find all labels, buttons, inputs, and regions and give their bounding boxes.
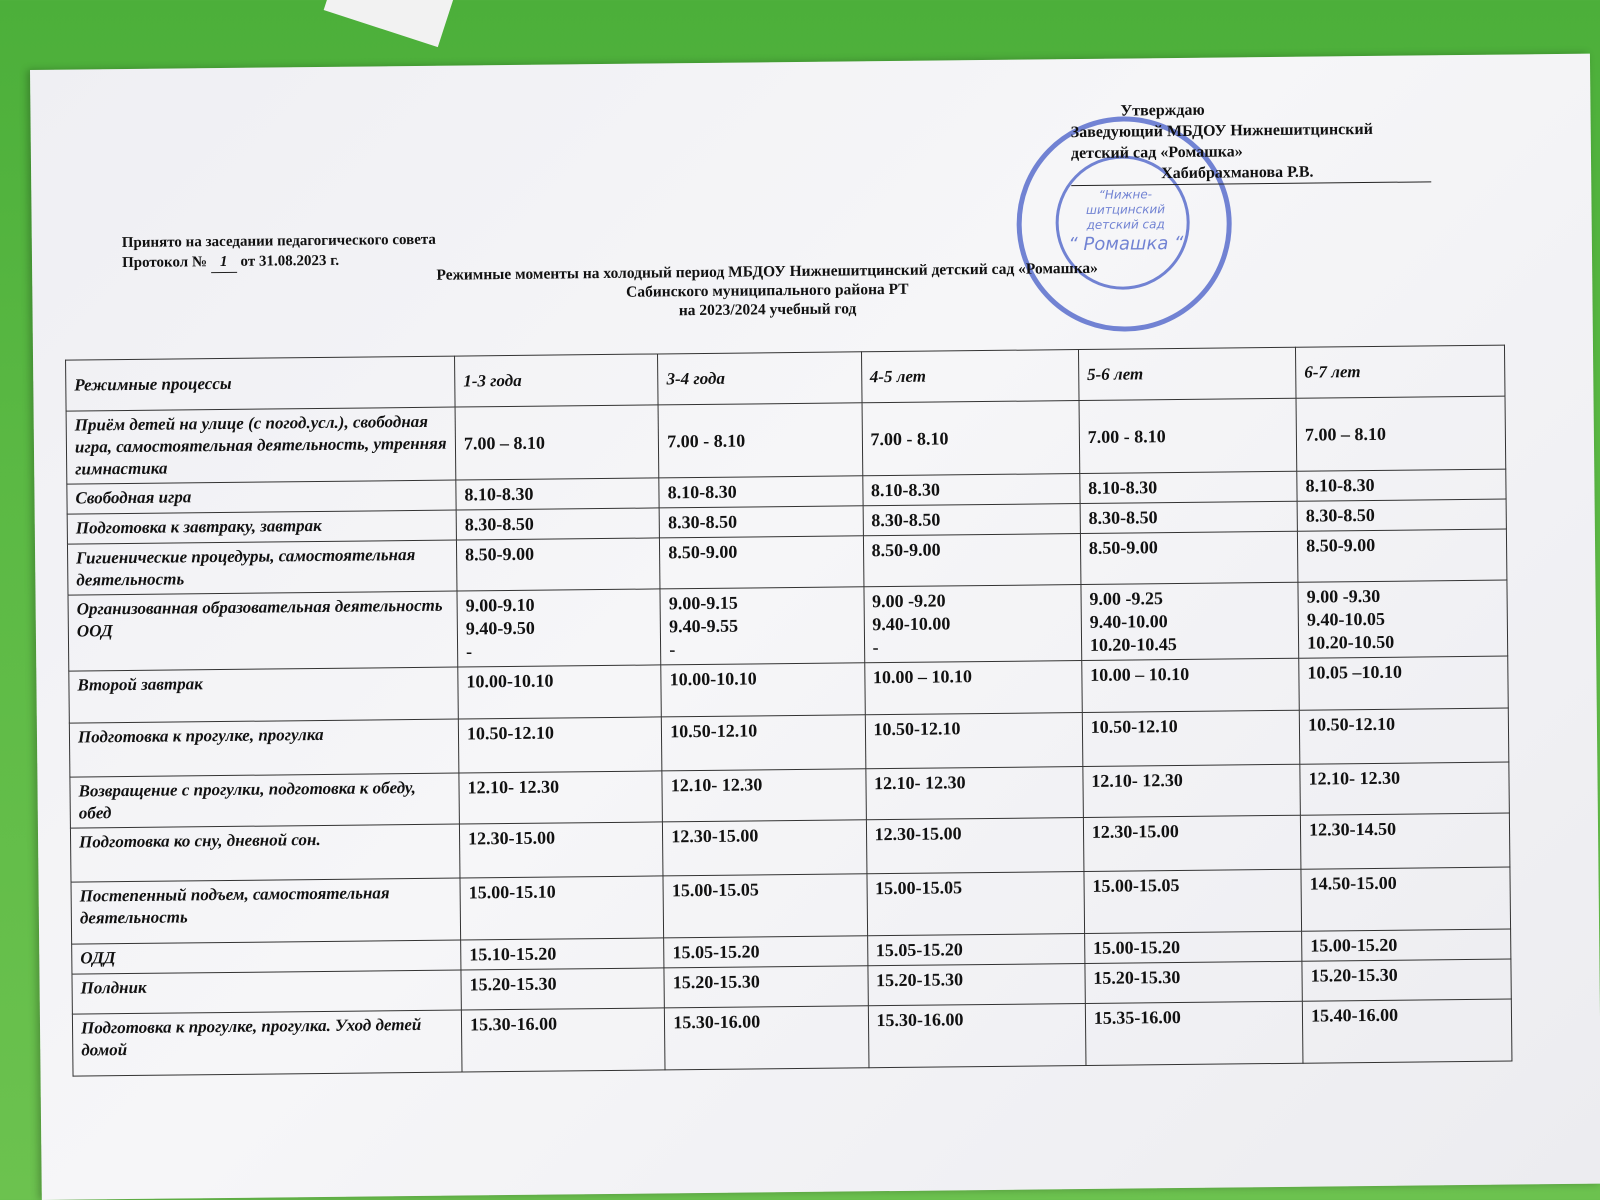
time-slot: 9.40-10.05 [1306,608,1386,630]
time-cell: 12.10- 12.30 [1083,764,1301,817]
time-cell: 10.50-12.10 [1082,710,1300,766]
stamp-line-1: “Нижне- [1098,187,1153,202]
heading-line-2: Сабинского муниципального района РТ [626,280,909,301]
protocol-number: 1 [211,252,237,273]
time-cell: 15.35-16.00 [1085,1001,1303,1065]
time-cell: 15.20-15.30 [1302,959,1511,1001]
heading-line-3: на 2023/2024 учебный год [678,300,857,320]
row-process-abbr: ООД [76,621,113,641]
time-cell: 10.00 – 10.10 [1082,658,1300,712]
time-cell: 15.05-15.20 [867,934,1085,966]
header-age-5-6: 5-6 лет [1078,347,1296,400]
time-slot: 9.00 -9.25 [1089,588,1163,609]
time-cell: 8.10-8.30 [659,476,863,508]
header-age-3-4: 3-4 года [658,352,862,405]
protocol-date: от 31.08.2023 г. [240,252,340,270]
approval-signer: Хабибрахманова Р.В. [1071,160,1431,186]
time-cell: 7.00 - 8.10 [658,403,862,478]
time-cell: 15.00-15.20 [1084,931,1302,963]
time-cell: 7.00 - 8.10 [1079,398,1297,473]
row-process: Возвращение с прогулки, подготовка к обеду, обед [70,773,460,828]
time-cell: 8.30-8.50 [863,504,1081,536]
time-cell: 8.50-9.00 [456,538,660,591]
time-cell: 12.10- 12.30 [459,771,663,824]
time-cell: 15.00-15.20 [1302,929,1511,961]
row-process-text: Организованная образовательная деятельность [76,595,443,619]
time-slot: 9.00-9.10 [465,594,535,616]
row-process: Подготовка к прогулке, прогулка [69,719,459,777]
time-cell: 12.30-15.00 [1083,815,1301,871]
time-cell [1081,582,1299,660]
accepted-line: Принято на заседании педагогического совета [121,231,436,252]
time-cell: 15.00-15.05 [1084,869,1302,933]
time-slot: 10.20-10.45 [1089,634,1177,655]
stamp-text [1045,187,1206,258]
stamp-name: “ Ромашка “ [1068,232,1184,256]
time-cell: 12.10- 12.30 [662,769,866,822]
time-cell [660,587,864,665]
time-slot: 9.00 -9.30 [1306,585,1381,607]
time-cell: 8.50-9.00 [1080,531,1298,584]
time-cell: 8.30-8.50 [456,508,660,540]
time-slot: 9.40-10.00 [872,613,951,635]
time-cell: 7.00 – 8.10 [455,405,659,480]
row-process: Постепенный подъем, самостоятельная деятельность [71,878,461,944]
heading-line-1: Режимные моменты на холодный период МБДОУ Нижнешитцинский детский сад «Ромашка» [436,259,1098,284]
approval-block [1070,97,1431,186]
time-cell [457,589,661,667]
time-cell: 7.00 – 8.10 [1296,396,1506,471]
time-slot: - [466,641,473,662]
time-cell [1298,580,1508,658]
time-cell: 15.20-15.30 [867,964,1085,1006]
time-cell: 15.00-15.10 [460,876,664,940]
time-cell: 10.50-12.10 [662,715,866,771]
row-process: Свободная игра [67,480,456,514]
time-cell: 10.50-12.10 [458,717,662,773]
time-cell: 15.05-15.20 [664,936,868,968]
header-age-6-7: 6-7 лет [1296,345,1505,398]
time-cell: 8.50-9.00 [1297,529,1506,582]
row-process: Второй завтрак [69,667,459,723]
row-process: Подготовка к прогулке, прогулка. Уход детей домой [72,1010,462,1076]
time-slot: 10.20-10.50 [1307,631,1395,653]
header-age-1-3: 1-3 года [455,354,659,407]
time-cell: 8.50-9.00 [660,536,864,589]
time-cell: 10.00 – 10.10 [864,661,1082,715]
background-paper-corner [324,0,457,47]
row-process: Полдник [72,970,461,1014]
time-slot: 9.00-9.15 [668,592,738,614]
row-process: Гигиенические процедуры, самостоятельная деятельность [67,540,457,595]
time-cell: 15.10-15.20 [461,938,665,970]
time-cell: 15.30-16.00 [461,1008,665,1072]
time-cell: 12.30-14.50 [1300,813,1509,869]
time-cell: 10.50-12.10 [1299,708,1508,764]
time-cell: 8.10-8.30 [1080,471,1298,503]
time-slot: - [872,637,879,658]
schedule-table [65,345,1512,1077]
time-cell: 15.00-15.05 [866,872,1084,936]
approval-title: Утверждаю [1120,101,1205,120]
time-slot: 9.40-9.55 [669,615,739,637]
approval-position: Заведующий МБДОУ Нижнешитцинский [1070,120,1373,142]
time-cell: 10.05 –10.10 [1299,656,1508,710]
time-cell: 15.30-16.00 [868,1004,1086,1068]
time-cell: 15.00-15.05 [663,874,867,938]
time-slot: 9.00 -9.20 [872,590,946,612]
time-cell: 8.10-8.30 [862,474,1080,506]
time-cell: 15.40-16.00 [1302,999,1512,1063]
time-cell: 12.30-15.00 [459,822,663,878]
time-cell: 12.10- 12.30 [865,767,1083,820]
time-cell: 7.00 - 8.10 [862,401,1080,476]
time-cell: 15.30-16.00 [665,1006,869,1070]
row-process [68,591,458,671]
header-process: Режимные процессы [66,356,456,411]
time-cell: 8.30-8.50 [1297,499,1506,531]
row-process: Приём детей на улице (с погод.усл.), свободная игра, самостоятельная деятельность, утренняя гимнастика [66,407,456,484]
row-process: ОДД [72,940,461,974]
stamp-line-3: детский сад [1086,217,1165,232]
time-slot: 9.40-10.00 [1089,611,1168,632]
time-cell: 14.50-15.00 [1301,867,1511,931]
protocol-prefix: Протокол № [121,254,208,272]
header-age-4-5: 4-5 лет [861,350,1079,403]
time-cell: 12.30-15.00 [663,820,867,876]
time-cell: 8.10-8.30 [456,478,660,510]
time-slot: 9.40-9.50 [465,617,535,639]
time-cell: 12.30-15.00 [866,818,1084,874]
row-process: Подготовка ко сну, дневной сон. [70,824,460,882]
time-cell: 8.30-8.50 [1080,501,1298,533]
row-process: Подготовка к завтраку, завтрак [67,510,456,544]
time-cell: 15.20-15.30 [461,968,665,1010]
time-cell: 10.00-10.10 [661,663,865,717]
document-sheet [30,54,1600,1200]
time-cell: 15.20-15.30 [1085,961,1303,1003]
time-cell: 10.00-10.10 [458,665,662,719]
document-heading [332,258,1203,324]
time-cell: 15.20-15.30 [664,966,868,1008]
time-cell [863,585,1081,663]
time-cell: 8.10-8.30 [1297,469,1506,501]
stamp-line-2: шитцинский [1085,202,1166,217]
time-cell: 8.30-8.50 [659,506,863,538]
time-cell: 8.50-9.00 [863,534,1081,587]
time-slot: - [669,639,676,660]
time-cell: 12.10- 12.30 [1300,762,1509,815]
time-cell: 10.50-12.10 [865,713,1083,769]
approval-organization: детский сад «Ромашка» [1070,143,1243,163]
